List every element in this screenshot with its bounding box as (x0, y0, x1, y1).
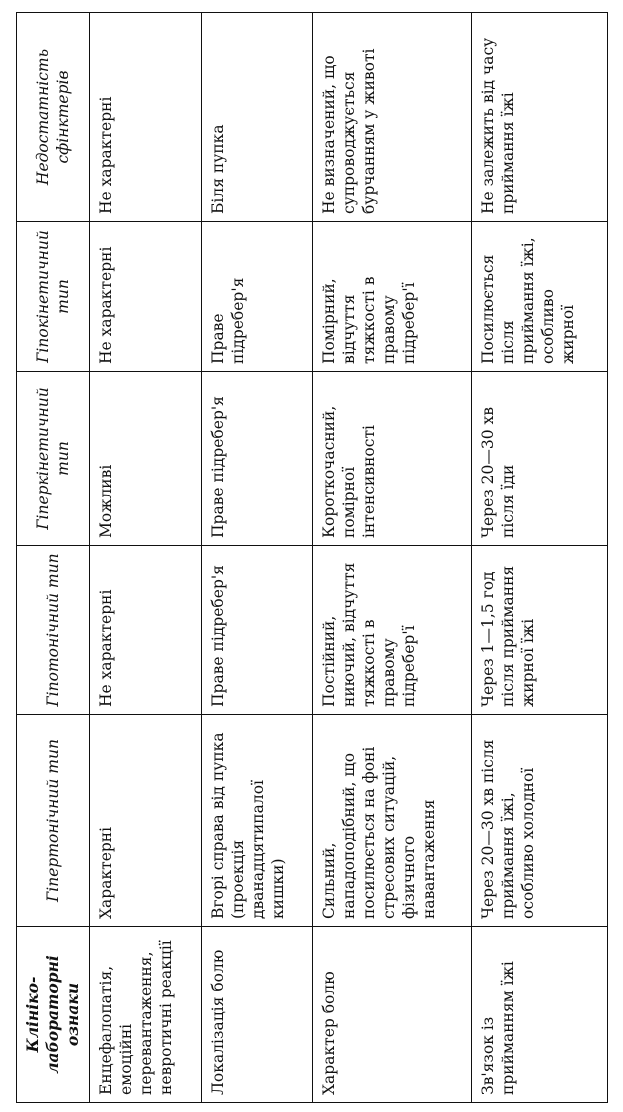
row-sign: Локалізація болю (201, 927, 313, 1103)
table-cell: Постійний, ниючий, відчуття тяжкості в правому підребер'ї (313, 546, 472, 715)
table-cell: Не залежить від часу приймання їжі (472, 13, 608, 222)
table-cell: Посилюється після приймання їжі, особливо жирної (472, 222, 608, 372)
row-sign: Характер болю (313, 927, 472, 1103)
comparison-table (16, 12, 608, 1103)
row-sign: Енцефалопатія, емоційні перевантаження, невротичні реакції (90, 927, 202, 1103)
table-cell: Сильний, нападоподібний, що посилюється на фоні стресових ситуацій, фізичного навантаження (313, 715, 472, 927)
header-sphincter-insufficiency: Недостатність сфінктерів (17, 13, 90, 222)
table-cell: Не характерні (90, 546, 202, 715)
table-cell: Не визначений, що супроводжується бурчанням у животі (313, 13, 472, 222)
table-cell: Помірний, відчуття тяжкості в правому підребер'ї (313, 222, 472, 372)
table-cell: Біля пупка (201, 13, 313, 222)
table-cell: Через 20—30 хв після їди (472, 372, 608, 546)
table-cell: Короткочасний, помірної інтенсивності (313, 372, 472, 546)
table-cell: Не характерні (90, 13, 202, 222)
table-cell: Через 20—30 хв після приймання їжі, особливо холодної (472, 715, 608, 927)
table-header-row (17, 13, 90, 1103)
header-hypotonic: Гіпотонічний тип (17, 546, 90, 715)
table-cell: Праве підребер'я (201, 546, 313, 715)
table-cell: Характерні (90, 715, 202, 927)
table-cell: Не характерні (90, 222, 202, 372)
table-cell: Можливі (90, 372, 202, 546)
table-cell: Праве підребер'я (201, 222, 313, 372)
table-cell: Праве підребер'я (201, 372, 313, 546)
header-hypertonic: Гіпертонічний тип (17, 715, 90, 927)
row-sign: Зв'язок із прийманням їжі (472, 927, 608, 1103)
table-row (472, 13, 608, 1103)
table-cell: Вгорі справа від пупка (проекція дванадцятипалої кишки) (201, 715, 313, 927)
header-hyperkinetic: Гіперкінетичний тип (17, 372, 90, 546)
table-cell: Через 1—1,5 год після приймання жирної їжі (472, 546, 608, 715)
header-hypokinetic: Гіпокінетичний тип (17, 222, 90, 372)
table-row (201, 13, 313, 1103)
table-row (313, 13, 472, 1103)
table-row (90, 13, 202, 1103)
header-clinical-signs: Клініко-лабораторні ознаки (17, 927, 90, 1103)
